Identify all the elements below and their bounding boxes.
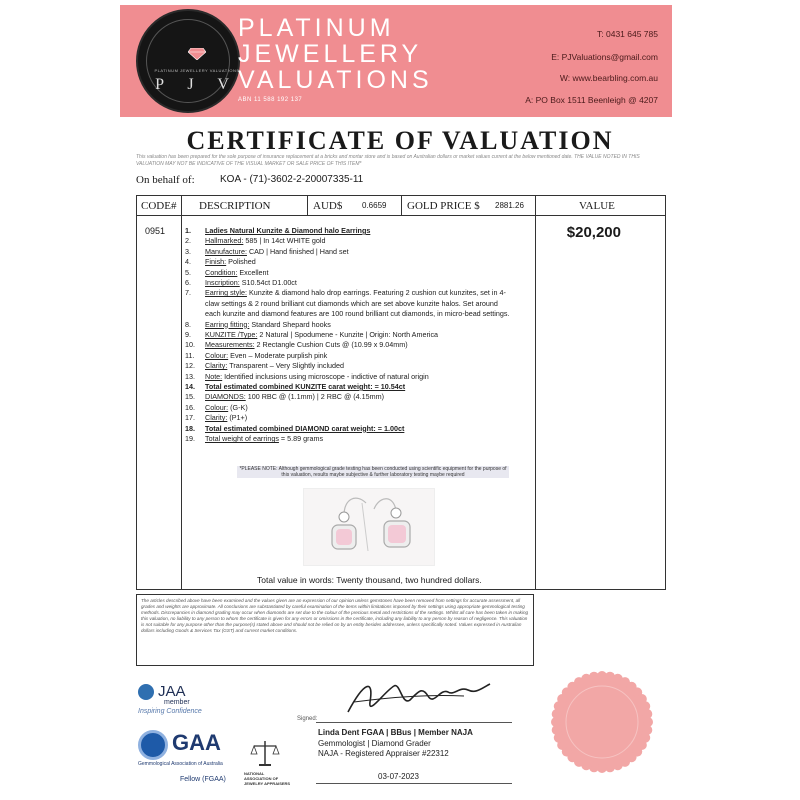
- item-number: 7.: [185, 288, 191, 298]
- description-item: [185, 300, 498, 308]
- contact-phone: T: 0431 645 785: [597, 29, 658, 39]
- item-number: 6.: [185, 278, 191, 287]
- signature: [344, 672, 494, 720]
- description-item: [185, 289, 506, 297]
- item-number: 10.: [185, 340, 195, 350]
- earrings-image: [304, 489, 436, 567]
- certificate-title: CERTIFICATE OF VALUATION: [186, 126, 614, 155]
- contact-address: A: PO Box 1511 Beenleigh @ 4207: [525, 95, 658, 105]
- item-label: Finish:: [205, 257, 227, 267]
- appraiser-name: Linda Dent FGAA | BBus | Member NAJA: [318, 728, 473, 737]
- description-item: [185, 341, 408, 349]
- total-value-words: Total value in words: Twenty thousand, two hundred dollars.: [257, 575, 482, 585]
- column-divider: [181, 196, 182, 589]
- item-text: 585 | In 14ct WHITE gold: [243, 236, 326, 246]
- item-text: = 5.89 grams: [278, 434, 324, 443]
- item-number: 18.: [185, 423, 195, 433]
- code-header: CODE#: [141, 200, 177, 212]
- description-item: [185, 331, 438, 339]
- description-item: [185, 321, 331, 329]
- item-label: Total estimated combined DIAMOND carat weight: = 1.00ct: [205, 423, 405, 433]
- item-label: KUNZITE /Type:: [205, 330, 258, 339]
- pjv-logo: [136, 9, 240, 113]
- item-number: 2.: [185, 236, 191, 246]
- item-label: Measurements:: [205, 340, 255, 350]
- jaa-tagline: Inspiring Confidence: [138, 708, 202, 715]
- item-text: Transparent – Very Slightly included: [227, 361, 345, 371]
- item-text: 2 Rectangle Cushion Cuts @ (10.99 x 9.04mm): [254, 340, 408, 350]
- contact-website: W: www.bearbling.com.au: [559, 73, 658, 83]
- letterhead-banner: [120, 5, 672, 117]
- item-label: Condition:: [205, 267, 238, 277]
- description-item: [185, 352, 327, 360]
- item-label: Clarity:: [205, 361, 228, 371]
- description-item: [185, 279, 297, 287]
- item-number: 11.: [185, 350, 195, 360]
- description-header: DESCRIPTION: [199, 200, 271, 212]
- item-text: Identified inclusions using microscope - indictive of natural origin: [222, 371, 429, 381]
- fellow-label: Fellow (FGAA): [180, 776, 226, 783]
- aud-label: AUD$: [313, 200, 343, 212]
- item-number: 16.: [185, 402, 195, 412]
- description-item: [185, 362, 344, 370]
- item-text: 2 Natural | Spodumene - Kunzite | Origin: North America: [257, 330, 439, 339]
- item-number: 9.: [185, 330, 191, 339]
- valuation-date: 03-07-2023: [378, 772, 419, 781]
- item-label: Ladies Natural Kunzite & Diamond halo Earrings: [205, 226, 371, 235]
- item-label: Earring fitting:: [205, 319, 250, 329]
- item-text: Even – Moderate purplish pink: [228, 350, 328, 360]
- column-divider: [535, 196, 536, 589]
- item-number: 1.: [185, 226, 191, 235]
- logo-initials: P J V: [155, 76, 239, 93]
- item-label: Hallmarked:: [205, 236, 244, 246]
- item-label: Total weight of earrings: [205, 434, 279, 443]
- gaa-full-name: Gemmological Association of Australia: [138, 761, 223, 767]
- signature-line: [316, 722, 512, 723]
- item-number: 17.: [185, 413, 195, 423]
- description-item: [185, 373, 429, 381]
- item-label: DIAMONDS:: [205, 392, 246, 402]
- item-text: S10.54ct D1.00ct: [239, 278, 297, 287]
- item-label: Colour:: [205, 350, 229, 360]
- description-item: [185, 310, 509, 318]
- appraiser-registration: NAJA - Registered Appraiser #22312: [318, 749, 449, 758]
- item-text: each kunzite and diamond features are 100 round brilliant cut diamonds, in micro-bead settings.: [205, 309, 510, 319]
- logo-small-text: PLATINUM JEWELLERY VALUATIONS: [154, 68, 240, 73]
- gaa-logo-text: GAA: [172, 730, 221, 755]
- column-divider: [307, 196, 308, 216]
- item-number: 3.: [185, 246, 191, 256]
- item-label: Colour:: [205, 402, 229, 412]
- valuation-table: [136, 195, 666, 590]
- gold-price-label: GOLD PRICE $: [407, 200, 480, 212]
- item-number: 5.: [185, 267, 191, 277]
- abn-number: ABN 11 588 192 137: [238, 97, 303, 103]
- description-item: [185, 383, 405, 391]
- description-item: [185, 248, 349, 256]
- date-line: [316, 783, 512, 784]
- on-behalf-value: KOA - (71)-3602-2-20007335-11: [220, 174, 364, 185]
- item-text: (P1+): [227, 413, 248, 423]
- item-label: Manufacture:: [205, 246, 247, 256]
- description-item: [185, 404, 248, 412]
- description-item: [185, 227, 370, 235]
- brand-line-1: PLATINUM: [238, 14, 395, 42]
- jaa-member-label: member: [164, 699, 190, 706]
- item-text: (G-K): [228, 402, 248, 412]
- certificate-subtitle: This valuation has been prepared for the sole purpose of insurance replacement at a bricks and mortar store and is based on Australian dollars or market values current at the below mentioned date. THE VALUE NOTED IN THIS VALUATION MAY NOT BE INDICATIVE OF THE VISUAL MARKET OR SALE PRICE OF THIS ITEM*: [136, 154, 640, 167]
- on-behalf-label: On behalf of:: [136, 174, 195, 186]
- naja-label: NATIONAL ASSOCIATION OF JEWELRY APPRAISERS: [244, 771, 291, 786]
- description-item: [185, 414, 247, 422]
- item-number: 13.: [185, 371, 195, 381]
- contact-email: E: PJValuations@gmail.com: [551, 52, 658, 62]
- item-text: Standard Shepard hooks: [249, 319, 331, 329]
- description-item: [185, 237, 326, 245]
- value-header: VALUE: [579, 200, 615, 212]
- item-text: CAD | Hand finished | Hand set: [246, 246, 349, 256]
- item-number: 12.: [185, 361, 195, 371]
- description-item: [185, 435, 323, 443]
- jaa-logo-icon: [138, 684, 154, 700]
- description-item: [185, 258, 256, 266]
- column-divider: [401, 196, 402, 216]
- item-value: $20,200: [566, 224, 621, 241]
- item-number: 8.: [185, 319, 191, 329]
- item-label: Inscription:: [205, 278, 240, 287]
- gaa-globe-icon: [138, 730, 168, 760]
- diamond-icon: [188, 48, 206, 60]
- jaa-logo-text: JAA: [158, 683, 186, 700]
- description-item: [185, 393, 384, 401]
- seal-edge: [642, 709, 652, 719]
- earrings-photo: [303, 488, 435, 566]
- description-item: [185, 425, 404, 433]
- item-label: Total estimated combined KUNZITE carat weight: = 10.54ct: [205, 382, 406, 391]
- signed-label: Signed:: [297, 716, 318, 722]
- brand-line-2: JEWELLERY: [238, 40, 423, 68]
- item-number: 4.: [185, 257, 191, 267]
- gold-price-value: 2881.26: [495, 201, 524, 210]
- description-item: [185, 269, 269, 277]
- item-label: Note:: [205, 371, 223, 381]
- aud-value: 0.6659: [362, 201, 387, 210]
- appraiser-role: Gemmologist | Diamond Grader: [318, 739, 431, 748]
- item-text: Polished: [226, 257, 256, 267]
- seal-stamp: [550, 670, 654, 774]
- disclaimer-text: The articles described above have been examined and the values given are an expression of our opinion unless gemstones have been removed from settings for accurate assessment, all grades and weights are approximate. All conclusions are substantiated by careful examination of the items within limitations imposed by their settings using appropriate gemmological testing methods. Discrepancies in diamond grading may occur when diamonds are set due to the colour of the precious metal and restrictions of the settings. Whilst all care has been taken in making this valuation, no liability to any person to whom the certificate is given for any errors or omissions in the certificate, including any liability to any person by reason of negligence. This valuation is not suitable for any purpose other than the purpose(s) stated above and should not be relied on by an entity besides addressee, unless specifically noted. Values expressed in Australian dollars including Goods & Services Tax (GST) and current market conditions.: [136, 594, 534, 666]
- testing-note: *PLEASE NOTE: Although gemmological grade testing has been conducted using scientific equipment for the purpose of this valuation, results maybe subjective & further laboratory testing maybe required: [237, 466, 509, 478]
- item-text: Excellent: [237, 267, 269, 277]
- item-number: 14.: [185, 382, 195, 391]
- item-text: Kunzite & diamond halo drop earrings. Featuring 2 cushion cut kunzites, set in 4-: [246, 288, 506, 298]
- item-number: 15.: [185, 392, 195, 402]
- item-label: Clarity:: [205, 413, 228, 423]
- item-code: 0951: [145, 226, 166, 236]
- item-text: 100 RBC @ (1.1mm) | 2 RBC @ (4.15mm): [245, 392, 385, 402]
- item-number: 19.: [185, 434, 195, 443]
- item-text: claw settings & 2 round brilliant cut diamonds which are set above kunzite halos. Set around: [205, 298, 498, 308]
- scales-icon: [250, 738, 280, 768]
- item-label: Earring style:: [205, 288, 247, 298]
- logo-ring: [146, 19, 240, 103]
- brand-name: [238, 15, 433, 93]
- brand-line-3: VALUATIONS: [238, 66, 433, 94]
